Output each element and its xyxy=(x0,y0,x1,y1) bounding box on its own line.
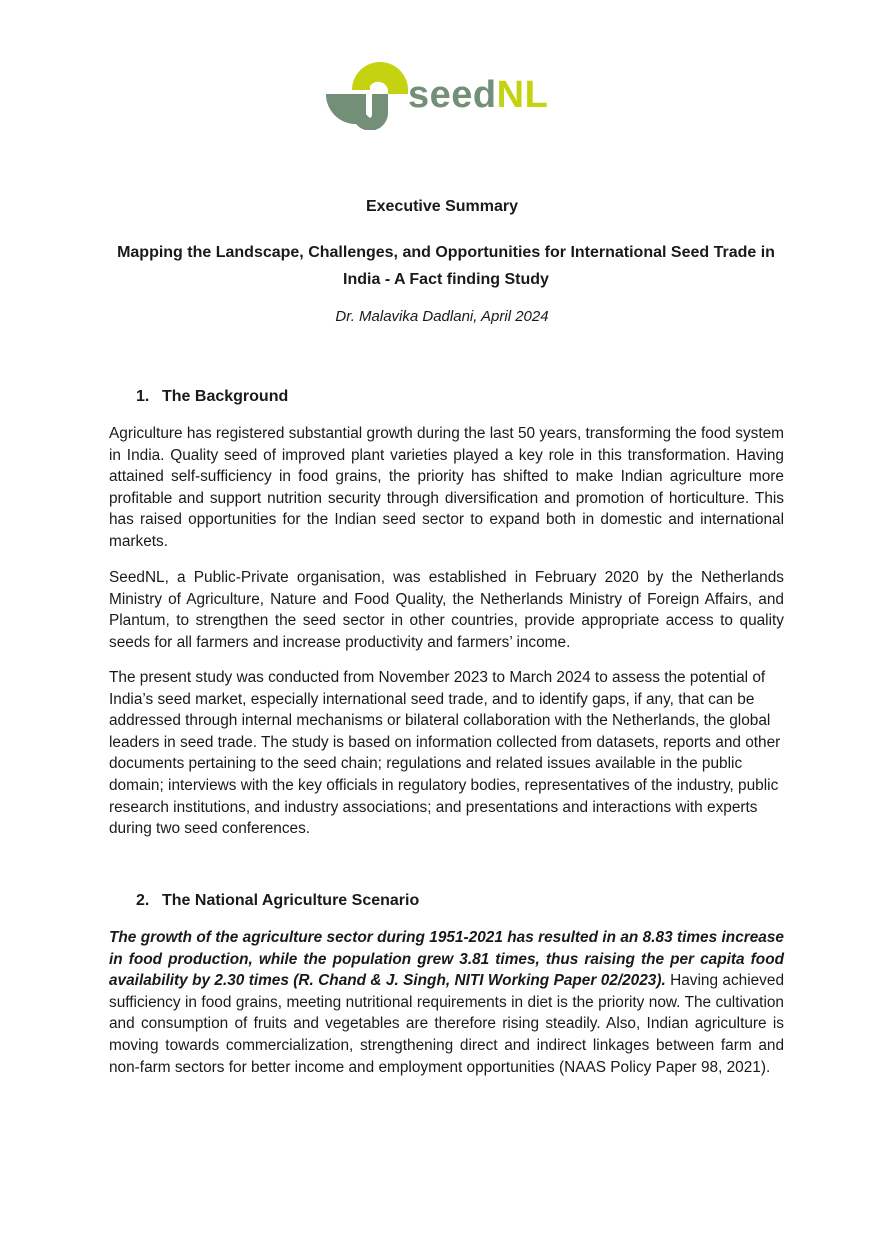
section-2-number: 2. xyxy=(136,892,150,909)
section-1-paragraph-1: Agriculture has registered substantial growth during the last 50 years, transforming the food system in India. Quality seed of improved plant varieties played a key role in this transformation. Having attained self-sufficiency in food grains, the priority has shifted to make Indian agriculture more profitable and support nutrition security through diversification and promotion of horticulture. This has raised opportunities for the Indian seed sector to expand both in domestic and international markets. xyxy=(109,425,784,550)
section-1-title: The Background xyxy=(162,388,289,405)
document-title: Mapping the Landscape, Challenges, and Opportunities for International Seed Trade in India - A Fact finding Study xyxy=(117,244,775,288)
section-2-heading xyxy=(136,892,419,910)
author-line: Dr. Malavika Dadlani, April 2024 xyxy=(335,308,549,325)
section-2-paragraph-1 xyxy=(109,927,784,1078)
section-2-title: The National Agriculture Scenario xyxy=(162,892,420,909)
section-1-paragraph-3: The present study was conducted from November 2023 to March 2024 to assess the potential of India’s seed market, especially international seed trade, and to identify gaps, if any, that can be addressed through internal mechanisms or bilateral collaboration with the Netherlands, the global leaders in seed trade. The study is based on information collected from datasets, reports and other documents pertaining to the seed chain; regulations and related issues available in the public domain; interviews with the key officials in regulatory bodies, representatives of the industry, public research institutions, and industry associations; and presentations and interactions with experts during two seed conferences. xyxy=(109,669,781,838)
section-2-body-text: Having achieved sufficiency in food grains, meeting nutritional requirements in diet is the priority now. The cultivation and consumption of fruits and vegetables are therefore rising steadily. Also, Indian agriculture is moving towards commercialization, strengthening direct and indirect linkages between farm and non-farm sectors for better income and employment opportunities (NAAS Policy Paper 98, 2021). xyxy=(109,972,784,1076)
executive-summary-label: Executive Summary xyxy=(365,198,519,215)
logo-wordmark xyxy=(408,76,548,114)
seednl-logo xyxy=(326,58,576,130)
section-2-emphasis-text: The growth of the agriculture sector during 1951-2021 has resulted in an 8.83 times increase in food production, while the population grew 3.81 times, thus raising the per capita food availability by 2.30 times (R. Chand & J. Singh, NITI Working Paper 02/2023). xyxy=(109,929,784,990)
seed-mark-icon xyxy=(326,58,408,130)
logo-text-seed: seed xyxy=(408,74,497,116)
section-1-paragraph-2: SeedNL, a Public-Private organisation, was established in February 2020 by the Netherlands Ministry of Agriculture, Nature and Food Quality, the Netherlands Ministry of Foreign Affairs, and Plantum, to strengthen the seed sector in other countries, provide appropriate access to quality seeds for all farmers and increase productivity and farmers’ income. xyxy=(109,569,784,651)
section-1-heading xyxy=(136,388,288,406)
logo-text-nl: NL xyxy=(496,74,549,116)
section-1-number: 1. xyxy=(136,388,150,405)
